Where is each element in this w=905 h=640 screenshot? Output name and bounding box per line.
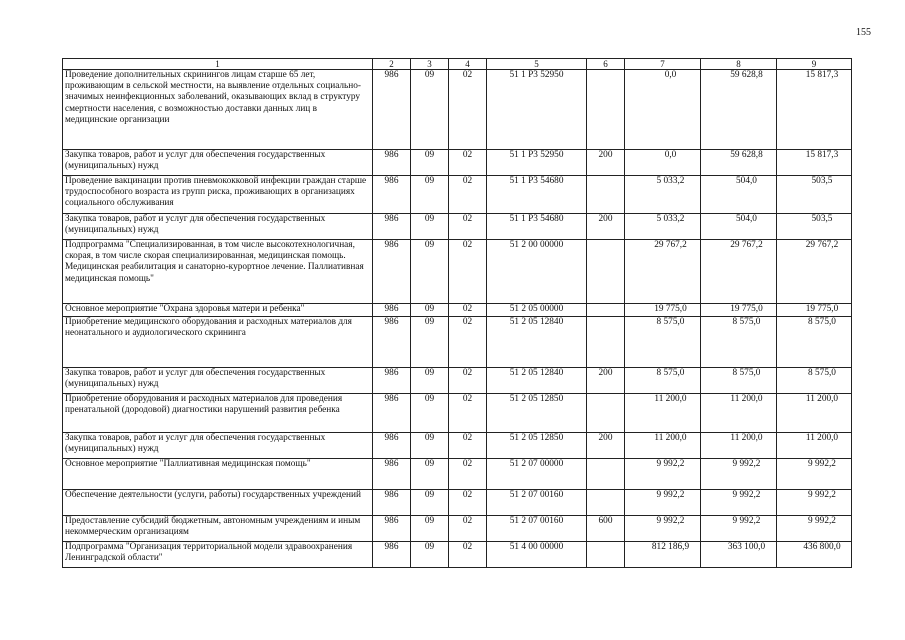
table-row bbox=[63, 240, 852, 304]
code-grbs: 986 bbox=[373, 317, 411, 368]
amount-year-3: 8 575,0 bbox=[777, 317, 852, 368]
amount-year-2: 8 575,0 bbox=[701, 317, 777, 368]
table-row bbox=[63, 150, 852, 176]
amount-year-3: 11 200,0 bbox=[777, 394, 852, 433]
code-grbs: 986 bbox=[373, 150, 411, 176]
row-description: Основное мероприятие "Паллиативная медицинская помощь" bbox=[63, 459, 373, 490]
code-expense-type: 200 bbox=[587, 214, 625, 240]
table-row bbox=[63, 433, 852, 459]
amount-year-2: 19 775,0 bbox=[701, 304, 777, 317]
code-subsection: 02 bbox=[449, 433, 487, 459]
code-grbs: 986 bbox=[373, 240, 411, 304]
amount-year-1: 9 992,2 bbox=[625, 490, 701, 516]
code-grbs: 986 bbox=[373, 516, 411, 542]
code-expense-type: 200 bbox=[587, 433, 625, 459]
amount-year-3: 503,5 bbox=[777, 214, 852, 240]
code-expense-type bbox=[587, 459, 625, 490]
amount-year-3: 11 200,0 bbox=[777, 433, 852, 459]
amount-year-3: 9 992,2 bbox=[777, 459, 852, 490]
row-description: Закупка товаров, работ и услуг для обеспечения государственных (муниципальных) нужд bbox=[63, 433, 373, 459]
row-description: Подпрограмма "Специализированная, в том числе высокотехнологичная, скорая, в том числе скорая специализированная, медицинская помощь. Медицинская реабилитация и санаторно-курортное лечение. Паллиативная медицинская помощь" bbox=[63, 240, 373, 304]
amount-year-1: 5 033,2 bbox=[625, 176, 701, 214]
table-row bbox=[63, 368, 852, 394]
code-section: 09 bbox=[411, 70, 449, 150]
amount-year-2: 11 200,0 bbox=[701, 433, 777, 459]
code-section: 09 bbox=[411, 490, 449, 516]
amount-year-3: 9 992,2 bbox=[777, 516, 852, 542]
code-subsection: 02 bbox=[449, 368, 487, 394]
row-description: Предоставление субсидий бюджетным, автономным учреждениям и иным некоммерческим организациям bbox=[63, 516, 373, 542]
amount-year-3: 503,5 bbox=[777, 176, 852, 214]
code-section: 09 bbox=[411, 304, 449, 317]
code-target-article: 51 4 00 00000 bbox=[487, 542, 587, 568]
code-subsection: 02 bbox=[449, 150, 487, 176]
code-section: 09 bbox=[411, 433, 449, 459]
code-grbs: 986 bbox=[373, 394, 411, 433]
table-row bbox=[63, 317, 852, 368]
amount-year-1: 8 575,0 bbox=[625, 317, 701, 368]
code-section: 09 bbox=[411, 516, 449, 542]
code-section: 09 bbox=[411, 317, 449, 368]
code-section: 09 bbox=[411, 459, 449, 490]
row-description: Проведение вакцинации против пневмококковой инфекции граждан старше трудоспособного возраста из групп риска, проживающих в организациях социального обслуживания bbox=[63, 176, 373, 214]
amount-year-3: 436 800,0 bbox=[777, 542, 852, 568]
table-row bbox=[63, 176, 852, 214]
amount-year-3: 15 817,3 bbox=[777, 150, 852, 176]
code-grbs: 986 bbox=[373, 176, 411, 214]
code-subsection: 02 bbox=[449, 516, 487, 542]
row-description: Приобретение медицинского оборудования и расходных материалов для неонатального и аудиологического скрининга bbox=[63, 317, 373, 368]
code-expense-type bbox=[587, 70, 625, 150]
table-row bbox=[63, 542, 852, 568]
code-grbs: 986 bbox=[373, 433, 411, 459]
code-subsection: 02 bbox=[449, 240, 487, 304]
row-description: Закупка товаров, работ и услуг для обеспечения государственных (муниципальных) нужд bbox=[63, 214, 373, 240]
amount-year-1: 0,0 bbox=[625, 70, 701, 150]
code-target-article: 51 2 00 00000 bbox=[487, 240, 587, 304]
code-expense-type: 200 bbox=[587, 368, 625, 394]
amount-year-2: 11 200,0 bbox=[701, 394, 777, 433]
code-target-article: 51 1 P3 54680 bbox=[487, 176, 587, 214]
code-expense-type bbox=[587, 176, 625, 214]
code-subsection: 02 bbox=[449, 542, 487, 568]
code-grbs: 986 bbox=[373, 542, 411, 568]
code-target-article: 51 2 05 12840 bbox=[487, 368, 587, 394]
code-target-article: 51 2 07 00160 bbox=[487, 516, 587, 542]
row-description: Подпрограмма "Организация территориальной модели здравоохранения Ленинградской области" bbox=[63, 542, 373, 568]
amount-year-3: 29 767,2 bbox=[777, 240, 852, 304]
amount-year-1: 0,0 bbox=[625, 150, 701, 176]
code-subsection: 02 bbox=[449, 214, 487, 240]
code-target-article: 51 2 05 12850 bbox=[487, 394, 587, 433]
amount-year-2: 8 575,0 bbox=[701, 368, 777, 394]
column-header: 9 bbox=[777, 59, 852, 70]
row-description: Основное мероприятие "Охрана здоровья матери и ребенка" bbox=[63, 304, 373, 317]
column-header: 4 bbox=[449, 59, 487, 70]
code-target-article: 51 1 P3 52950 bbox=[487, 70, 587, 150]
code-subsection: 02 bbox=[449, 490, 487, 516]
code-grbs: 986 bbox=[373, 368, 411, 394]
code-section: 09 bbox=[411, 176, 449, 214]
code-grbs: 986 bbox=[373, 490, 411, 516]
code-subsection: 02 bbox=[449, 394, 487, 433]
code-grbs: 986 bbox=[373, 214, 411, 240]
row-description: Обеспечение деятельности (услуги, работы) государственных учреждений bbox=[63, 490, 373, 516]
amount-year-1: 29 767,2 bbox=[625, 240, 701, 304]
code-target-article: 51 1 P3 52950 bbox=[487, 150, 587, 176]
code-expense-type: 600 bbox=[587, 516, 625, 542]
amount-year-2: 9 992,2 bbox=[701, 490, 777, 516]
amount-year-2: 9 992,2 bbox=[701, 459, 777, 490]
row-description: Проведение дополнительных скринингов лицам старше 65 лет, проживающим в сельской местности, на выявление отдельных социально-значимых неинфекционных заболеваний, оказывающих вклад в структуру смертности населения, с возможностью доставки данных лиц в медицинские организации bbox=[63, 70, 373, 150]
table-row bbox=[63, 214, 852, 240]
amount-year-2: 504,0 bbox=[701, 214, 777, 240]
amount-year-2: 9 992,2 bbox=[701, 516, 777, 542]
code-section: 09 bbox=[411, 394, 449, 433]
header-row bbox=[63, 59, 852, 70]
table-row bbox=[63, 490, 852, 516]
amount-year-1: 19 775,0 bbox=[625, 304, 701, 317]
amount-year-2: 59 628,8 bbox=[701, 70, 777, 150]
code-target-article: 51 2 07 00160 bbox=[487, 490, 587, 516]
code-expense-type bbox=[587, 394, 625, 433]
code-target-article: 51 2 05 12840 bbox=[487, 317, 587, 368]
code-subsection: 02 bbox=[449, 70, 487, 150]
amount-year-3: 15 817,3 bbox=[777, 70, 852, 150]
code-expense-type bbox=[587, 542, 625, 568]
code-target-article: 51 2 05 12850 bbox=[487, 433, 587, 459]
code-section: 09 bbox=[411, 150, 449, 176]
amount-year-1: 8 575,0 bbox=[625, 368, 701, 394]
code-target-article: 51 2 05 00000 bbox=[487, 304, 587, 317]
code-subsection: 02 bbox=[449, 176, 487, 214]
column-header: 8 bbox=[701, 59, 777, 70]
column-header: 3 bbox=[411, 59, 449, 70]
code-subsection: 02 bbox=[449, 459, 487, 490]
column-header: 6 bbox=[587, 59, 625, 70]
amount-year-2: 363 100,0 bbox=[701, 542, 777, 568]
code-expense-type bbox=[587, 304, 625, 317]
code-subsection: 02 bbox=[449, 317, 487, 368]
column-header: 5 bbox=[487, 59, 587, 70]
table-row bbox=[63, 304, 852, 317]
code-section: 09 bbox=[411, 542, 449, 568]
amount-year-3: 19 775,0 bbox=[777, 304, 852, 317]
amount-year-1: 11 200,0 bbox=[625, 433, 701, 459]
code-target-article: 51 2 07 00000 bbox=[487, 459, 587, 490]
row-description: Приобретение оборудования и расходных материалов для проведения пренатальной (дородовой) диагностики нарушений развития ребенка bbox=[63, 394, 373, 433]
code-target-article: 51 1 P3 54680 bbox=[487, 214, 587, 240]
code-expense-type bbox=[587, 240, 625, 304]
code-section: 09 bbox=[411, 368, 449, 394]
amount-year-3: 9 992,2 bbox=[777, 490, 852, 516]
code-expense-type bbox=[587, 317, 625, 368]
code-expense-type bbox=[587, 490, 625, 516]
column-header: 1 bbox=[63, 59, 373, 70]
amount-year-2: 59 628,8 bbox=[701, 150, 777, 176]
table-row bbox=[63, 516, 852, 542]
row-description: Закупка товаров, работ и услуг для обеспечения государственных (муниципальных) нужд bbox=[63, 150, 373, 176]
budget-table bbox=[62, 58, 852, 568]
amount-year-1: 812 186,9 bbox=[625, 542, 701, 568]
code-subsection: 02 bbox=[449, 304, 487, 317]
row-description: Закупка товаров, работ и услуг для обеспечения государственных (муниципальных) нужд bbox=[63, 368, 373, 394]
amount-year-2: 504,0 bbox=[701, 176, 777, 214]
amount-year-2: 29 767,2 bbox=[701, 240, 777, 304]
code-grbs: 986 bbox=[373, 304, 411, 317]
code-section: 09 bbox=[411, 240, 449, 304]
amount-year-1: 11 200,0 bbox=[625, 394, 701, 433]
code-grbs: 986 bbox=[373, 459, 411, 490]
page-number: 155 bbox=[856, 27, 871, 38]
amount-year-1: 5 033,2 bbox=[625, 214, 701, 240]
code-section: 09 bbox=[411, 214, 449, 240]
amount-year-1: 9 992,2 bbox=[625, 459, 701, 490]
table-row bbox=[63, 394, 852, 433]
code-expense-type: 200 bbox=[587, 150, 625, 176]
code-grbs: 986 bbox=[373, 70, 411, 150]
amount-year-3: 8 575,0 bbox=[777, 368, 852, 394]
table-row bbox=[63, 70, 852, 150]
amount-year-1: 9 992,2 bbox=[625, 516, 701, 542]
column-header: 7 bbox=[625, 59, 701, 70]
table-row bbox=[63, 459, 852, 490]
column-header: 2 bbox=[373, 59, 411, 70]
